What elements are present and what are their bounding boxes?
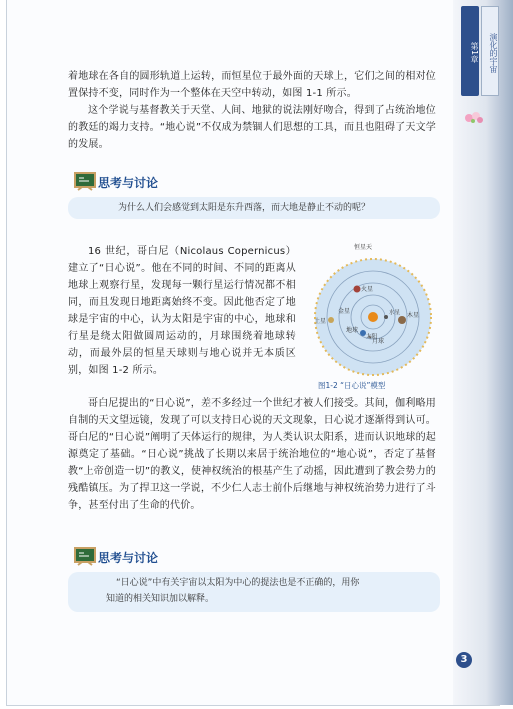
think-discuss-box-1 <box>68 197 440 219</box>
think-discuss-title-2: 思考与讨论 <box>98 551 159 565</box>
label-sun: 太阳 <box>366 334 378 340</box>
paragraph-4: 哥白尼提出的“日心说”，差不多经过一个世纪才被人们接受。其间，伽利略用自制的天文望远镜，发现了可以支持日心说的天文现象，日心说才逐渐得到认可。哥白尼的“日心说”阐明了天体运行的规律，为人类认识太阳系，进而认识地球的起源奠定了基础。“日心说”挑战了长期以来居于统治地位的“地心说”，否定了基督教“上帝创造一切”的教义，使神权统治的根基产生了动摇，因此遭到了教会势力的残酷镇压。为了捍卫这一学说，不少仁人志士前仆后继地与神权统治势力进行了斗争，甚至付出了生命的代价。 <box>68 398 436 511</box>
page-number: 3 <box>456 652 472 668</box>
blackboard-icon <box>72 545 98 569</box>
think-discuss-title-1: 思考与讨论 <box>98 176 159 190</box>
figure-caption: 图1-2 “日心说”模型 <box>318 381 386 390</box>
think-discuss-box-2 <box>68 572 440 612</box>
label-saturn: 土星 <box>314 318 327 325</box>
blackboard-icon <box>72 170 98 194</box>
label-jupiter: 木星 <box>407 312 420 319</box>
heliocentric-model-figure <box>308 237 438 377</box>
chapter-tab: 第1章 <box>461 6 479 96</box>
think-discuss-header-2 <box>72 545 192 569</box>
paragraph-2: 这个学说与基督教关于天堂、人间、地狱的说法刚好吻合，得到了占统治地位的教廷的竭力支持。“地心说”不仅成为禁锢人们思想的工具，而且也阻碍了天文学的发展。 <box>68 105 436 150</box>
label-earth: 地球 <box>346 327 359 334</box>
flower-icon <box>463 110 485 126</box>
saturn-mark <box>328 317 334 323</box>
jupiter-mark <box>398 316 406 324</box>
side-decoration <box>453 0 513 705</box>
mercury-mark <box>384 315 388 319</box>
paragraph-3: 16 世纪，哥白尼（Nicolaus Copernicus）建立了“日心说”。他在不同的时间、不同的距离从地球上观察行星，发现每一颗行星运行情况都不相同，而且发现日地距离始终不变。因此他否定了地球是宇宙的中心，认为太阳是宇宙的中心，地球和行星是绕太阳做圆周运动的，月球围绕着地球转动，而最外层的恒星天球则与地心说并无本质区别，如图 1-2 所示。 <box>68 246 296 376</box>
mars-mark <box>354 286 361 293</box>
section-tab: 演化的宇宙 <box>481 6 499 96</box>
label-mars: 火星 <box>361 286 374 293</box>
label-stars: 恒星天 <box>354 244 373 251</box>
think-question-2-line-1: “日心说”中有关宇宙以太阳为中心的提法也是不正确的，用你 <box>116 578 360 588</box>
label-venus: 金星 <box>338 308 351 315</box>
think-question-1: 为什么人们会感觉到太阳是东升西落，而大地是静止不动的呢？ <box>118 203 371 213</box>
think-question-2-line-2: 知道的相关知识加以解释。 <box>106 594 215 604</box>
paragraph-1: 着地球在各自的圆形轨道上运转，而恒星位于最外面的天球上，它们之间的相对位置保持不变，同时作为一个整体在天空中转动，如图 1-1 所示。 <box>68 71 436 99</box>
label-mercury: 水星 <box>389 310 401 316</box>
sun-mark <box>368 312 378 322</box>
label-moon: 月球 <box>372 338 385 345</box>
think-discuss-header-1 <box>72 170 192 194</box>
